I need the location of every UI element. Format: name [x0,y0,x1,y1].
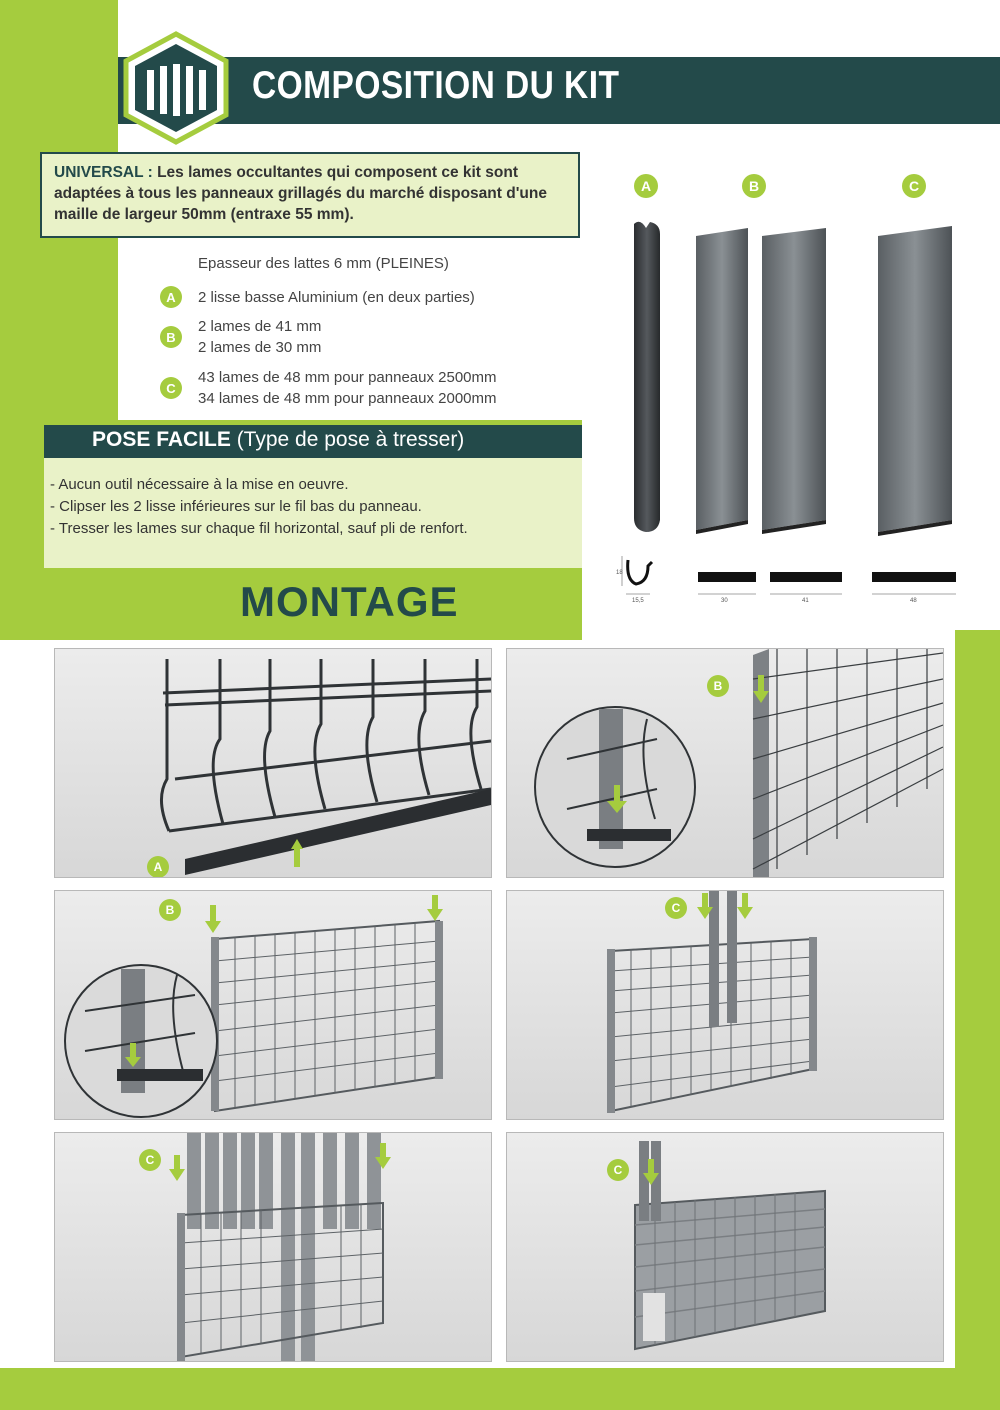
universal-info-box [40,152,580,238]
step-3-badge: B [159,899,181,921]
pose-instructions [50,474,468,540]
pose-instruction-1: - Aucun outil nécessaire à la mise en oeuvre. [50,476,349,493]
step-6-badge: C [607,1159,629,1181]
profile-drawings [616,556,956,604]
slat-b-icon [696,228,826,534]
step-3-panel [54,890,492,1120]
step-6-panel [506,1132,944,1362]
spec-item-c [160,367,497,409]
product-label-a: A [634,174,658,198]
slat-c-icon [878,226,952,536]
badge-b: B [160,326,182,348]
step-4-badge: C [665,897,687,919]
rail-clip-step-icon [55,649,492,878]
step-2-panel [506,648,944,878]
montage-steps [48,640,955,1365]
pose-title-rest: (Type de pose à tresser) [230,428,465,451]
step-4-panel [506,890,944,1120]
step-1-panel [54,648,492,878]
green-right-band [955,630,1000,1410]
step-5-badge: C [139,1149,161,1171]
product-illustrations [600,160,980,620]
spec-b-line-1: 2 lames de 41 mm [198,318,322,335]
universal-label: UNIVERSAL : [54,164,153,181]
pose-instruction-3: - Tresser les lames sur chaque fil horizontal, sauf pli de renfort. [50,520,468,537]
badge-c: C [160,377,182,399]
universal-description: Les lames occultantes qui composent ce kit sont adaptées à tous les panneaux grillagés du marché disposant d'une maille de largeur 50mm (entraxe 55 mm). [54,164,547,223]
spec-c-line-2: 34 lames de 48 mm pour panneaux 2000mm [198,390,497,407]
step-2-badge: B [707,675,729,697]
pose-instruction-2: - Clipser les 2 lisse inférieures sur le fil bas du panneau. [50,498,422,515]
svg-text:15,5: 15,5 [632,598,644,604]
svg-text:48: 48 [910,598,917,604]
spec-item-b [160,316,321,358]
slats-weave-progress-icon [55,1133,492,1362]
spec-b-line-2: 2 lames de 30 mm [198,339,322,356]
pose-title-strong: POSE FACILE [92,428,231,451]
svg-text:30: 30 [721,598,728,604]
fence-slats-hexagon-icon [118,30,234,146]
universal-text [54,162,566,225]
montage-title: MONTAGE [240,578,459,625]
rail-a-icon [634,222,660,532]
panel-complete-step-icon [507,1133,944,1362]
badge-a: A [160,286,182,308]
step-5-panel [54,1132,492,1362]
page-title: COMPOSITION DU KIT [252,64,620,107]
pose-facile-header [44,425,582,458]
step-1-badge: A [147,856,169,878]
svg-text:41: 41 [802,598,809,604]
thickness-spec: Epasseur des lattes 6 mm (PLEINES) [198,255,449,272]
svg-text:18: 18 [616,570,623,576]
spec-a-line: 2 lisse basse Aluminium (en deux parties) [198,288,475,306]
product-label-c: C [902,174,926,198]
spec-c-line-1: 43 lames de 48 mm pour panneaux 2500mm [198,369,497,386]
panel-ends-step-icon [55,891,492,1120]
spec-item-a [160,286,475,308]
slat-weave-step-icon [507,891,944,1120]
product-label-b: B [742,174,766,198]
green-bottom-band [0,1368,1000,1410]
